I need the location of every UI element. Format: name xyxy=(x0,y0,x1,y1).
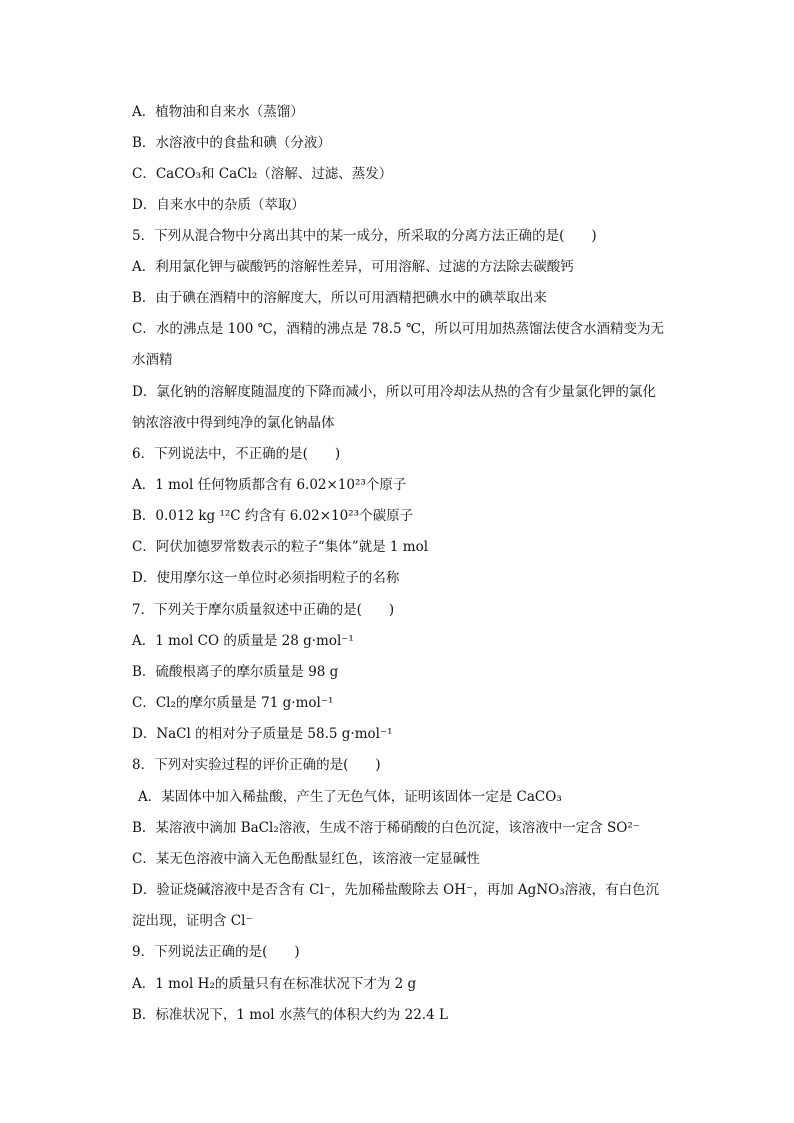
text-line: A．某固体中加入稀盐酸，产生了无色气体，证明该固体一定是 CaCO₃ xyxy=(138,789,562,805)
text-line: B．硫酸根离子的摩尔质量是 98 g xyxy=(132,664,339,680)
text-line: D．NaCl 的相对分子质量是 58.5 g·mol⁻¹ xyxy=(132,726,393,742)
text-line: B．标准状况下，1 mol 水蒸气的体积大约为 22.4 L xyxy=(132,1007,448,1023)
text-line: D．验证烧碱溶液中是否含有 Cl⁻，先加稀盐酸除去 OH⁻，再加 AgNO₃溶液，有白色沉 xyxy=(132,882,660,898)
text-line: D．使用摩尔这一单位时必须指明粒子的名称 xyxy=(132,570,400,586)
question-7-stem: 7．下列关于摩尔质量叙述中正确的是( ) xyxy=(132,602,395,618)
question-5-stem: 5．下列从混合物中分离出其中的某一成分，所采取的分离方法正确的是( ) xyxy=(132,228,597,244)
text-line: B．水溶液中的食盐和碘（分液） xyxy=(132,135,331,151)
text-line: C．水的沸点是 100 ℃，酒精的沸点是 78.5 ℃，所以可用加热蒸馏法使含水酒精变为无 xyxy=(132,321,665,337)
text-line: C．CaCO₃和 CaCl₂（溶解、过滤、蒸发） xyxy=(132,166,393,182)
question-9-stem: 9．下列说法正确的是( ) xyxy=(132,944,300,960)
text-line: 水酒精 xyxy=(132,352,173,368)
text-line: B．某溶液中滴加 BaCl₂溶液，生成不溶于稀硝酸的白色沉淀，该溶液中一定含 SO²⁻ xyxy=(132,820,640,836)
question-8-stem: 8．下列对实验过程的评价正确的是( ) xyxy=(132,757,381,773)
text-line: A．1 mol CO 的质量是 28 g·mol⁻¹ xyxy=(132,633,354,649)
text-line: A．植物油和自来水（蒸馏） xyxy=(132,104,304,120)
text-line: A．1 mol H₂的质量只有在标准状况下才为 2 g xyxy=(132,976,417,992)
text-line: D．自来水中的杂质（萃取） xyxy=(132,197,305,213)
text-line: C．某无色溶液中滴入无色酚酞显红色，该溶液一定显碱性 xyxy=(132,851,480,867)
text-line: B．由于碘在酒精中的溶解度大，所以可用酒精把碘水中的碘萃取出来 xyxy=(132,290,547,306)
text-line: A．1 mol 任何物质都含有 6.02×10²³个原子 xyxy=(132,477,407,493)
text-line: D．氯化钠的溶解度随温度的下降而减小，所以可用冷却法从热的含有少量氯化钾的氯化 xyxy=(132,384,656,400)
text-line: B．0.012 kg ¹²C 约含有 6.02×10²³个碳原子 xyxy=(132,508,414,524)
text-line: C．阿伏加德罗常数表示的粒子“集体”就是 1 mol xyxy=(132,539,429,555)
text-line: 钠浓溶液中得到纯净的氯化钠晶体 xyxy=(132,415,335,431)
text-line: A．利用氯化钾与碳酸钙的溶解性差异，可用溶解、过滤的方法除去碳酸钙 xyxy=(132,259,574,275)
text-line: 淀出现，证明含 Cl⁻ xyxy=(132,913,253,929)
question-6-stem: 6．下列说法中，不正确的是( ) xyxy=(132,446,341,462)
text-line: C．Cl₂的摩尔质量是 71 g·mol⁻¹ xyxy=(132,695,334,711)
